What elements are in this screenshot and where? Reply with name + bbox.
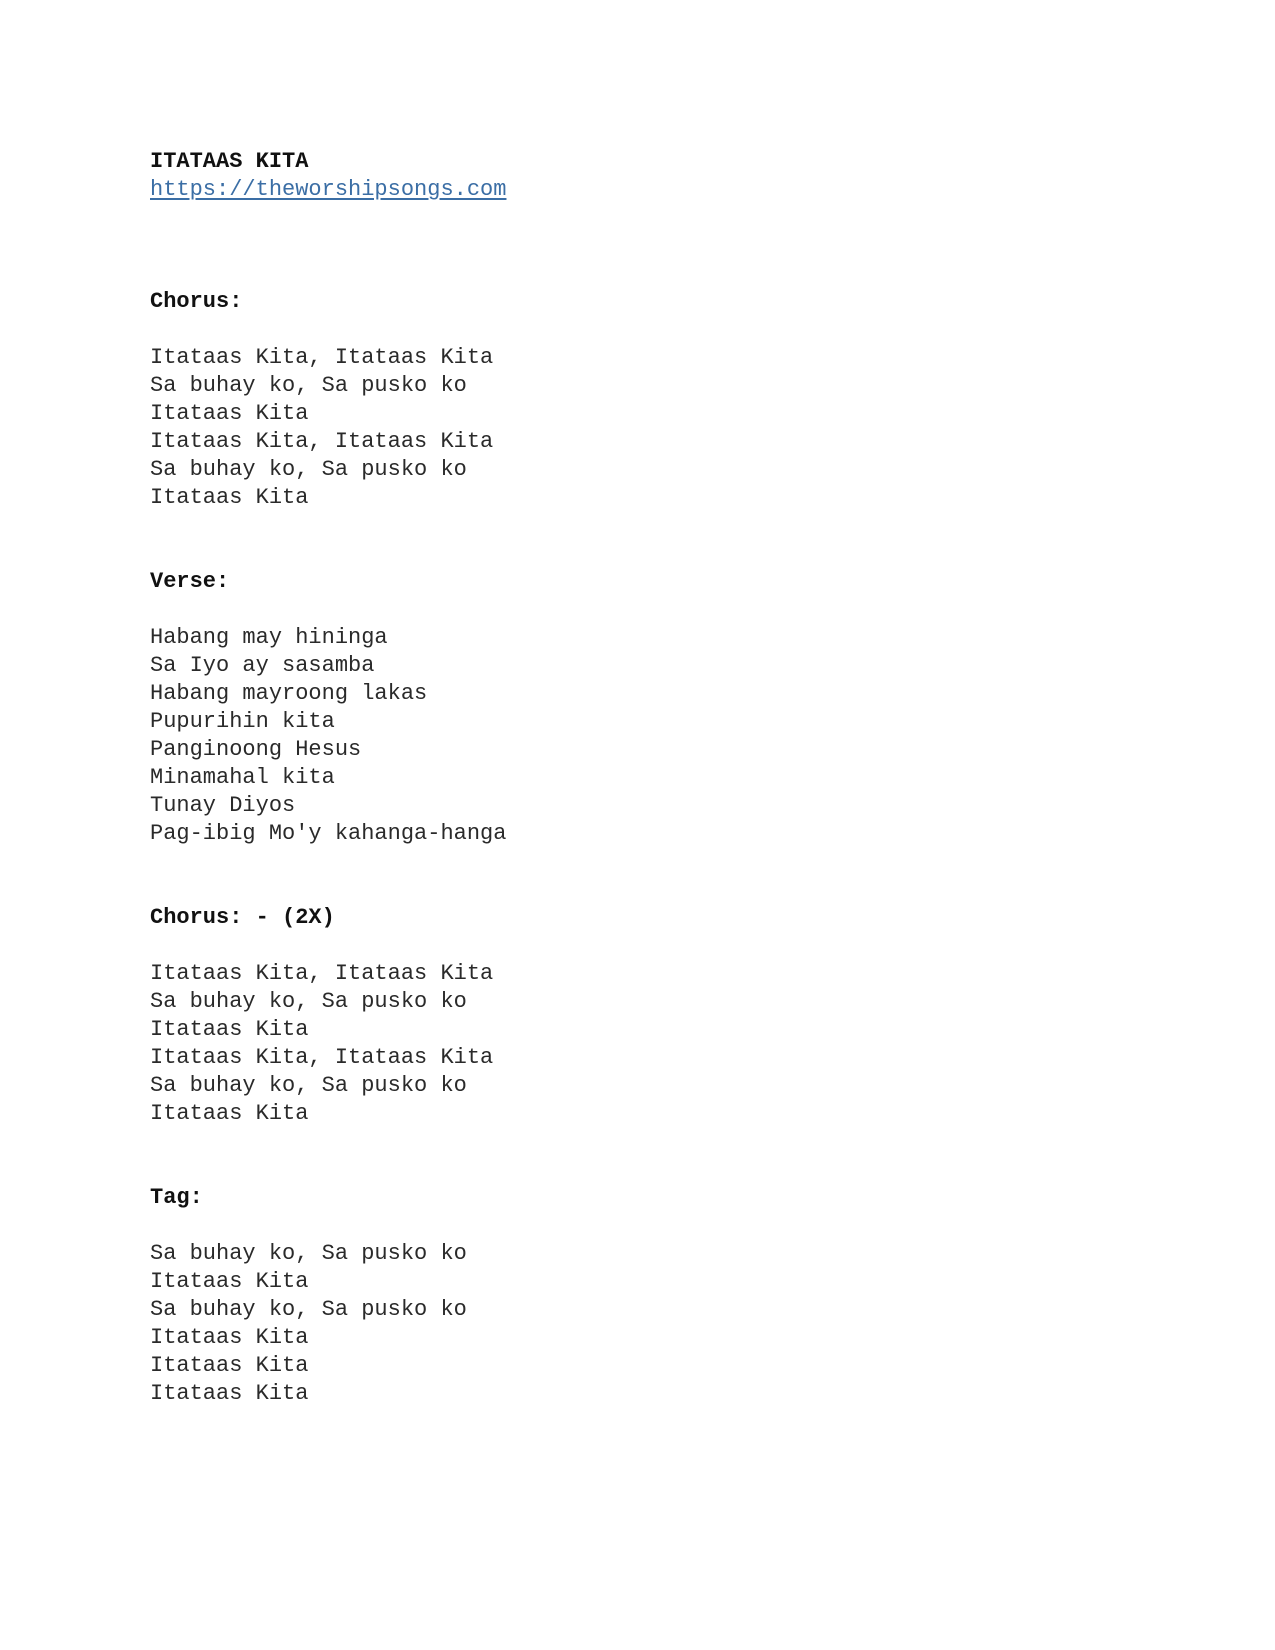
- lyric-line: Itataas Kita: [150, 1101, 309, 1126]
- lyric-line: Sa buhay ko, Sa pusko ko: [150, 1073, 467, 1098]
- song-title: ITATAAS KITA: [150, 149, 309, 174]
- lyric-line: Sa buhay ko, Sa pusko ko: [150, 1241, 467, 1266]
- source-link[interactable]: https://theworshipsongs.com: [150, 177, 507, 202]
- lyric-line: Itataas Kita: [150, 1325, 309, 1350]
- lyric-line: Itataas Kita: [150, 1353, 309, 1378]
- lyric-line: Itataas Kita, Itataas Kita: [150, 345, 494, 370]
- lyric-line: Itataas Kita: [150, 1017, 309, 1042]
- lyrics-content: [150, 148, 1150, 1408]
- lyric-line: Pupurihin kita: [150, 709, 335, 734]
- lyric-line: Itataas Kita, Itataas Kita: [150, 961, 494, 986]
- section-chorus-repeat: [150, 904, 1150, 1128]
- section-tag: [150, 1184, 1150, 1408]
- lyric-line: Sa buhay ko, Sa pusko ko: [150, 989, 467, 1014]
- lyric-line: Sa Iyo ay sasamba: [150, 653, 375, 678]
- lyric-line: Sa buhay ko, Sa pusko ko: [150, 1297, 467, 1322]
- section-heading: Chorus:: [150, 289, 243, 314]
- lyric-line: Itataas Kita: [150, 1269, 309, 1294]
- section-verse: [150, 568, 1150, 848]
- lyric-line: Habang mayroong lakas: [150, 681, 428, 706]
- section-heading: Tag:: [150, 1185, 203, 1210]
- lyric-lines: [150, 344, 1150, 512]
- lyric-line: Itataas Kita: [150, 401, 309, 426]
- lyric-line: Sa buhay ko, Sa pusko ko: [150, 373, 467, 398]
- lyric-line: Pag-ibig Mo'y kahanga-hanga: [150, 821, 507, 846]
- lyric-line: Panginoong Hesus: [150, 737, 362, 762]
- lyric-lines: [150, 960, 1150, 1128]
- lyric-line: Sa buhay ko, Sa pusko ko: [150, 457, 467, 482]
- lyric-line: Minamahal kita: [150, 765, 335, 790]
- lyric-line: Habang may hininga: [150, 625, 388, 650]
- lyric-line: Tunay Diyos: [150, 793, 296, 818]
- lyric-line: Itataas Kita: [150, 485, 309, 510]
- section-heading: Chorus: - (2X): [150, 905, 335, 930]
- lyric-line: Itataas Kita, Itataas Kita: [150, 429, 494, 454]
- header-spacer: [150, 204, 1150, 288]
- section-heading: Verse:: [150, 569, 230, 594]
- lyric-lines: [150, 1240, 1150, 1408]
- section-chorus: [150, 288, 1150, 512]
- lyric-line: Itataas Kita: [150, 1381, 309, 1406]
- lyric-lines: [150, 624, 1150, 848]
- lyric-line: Itataas Kita, Itataas Kita: [150, 1045, 494, 1070]
